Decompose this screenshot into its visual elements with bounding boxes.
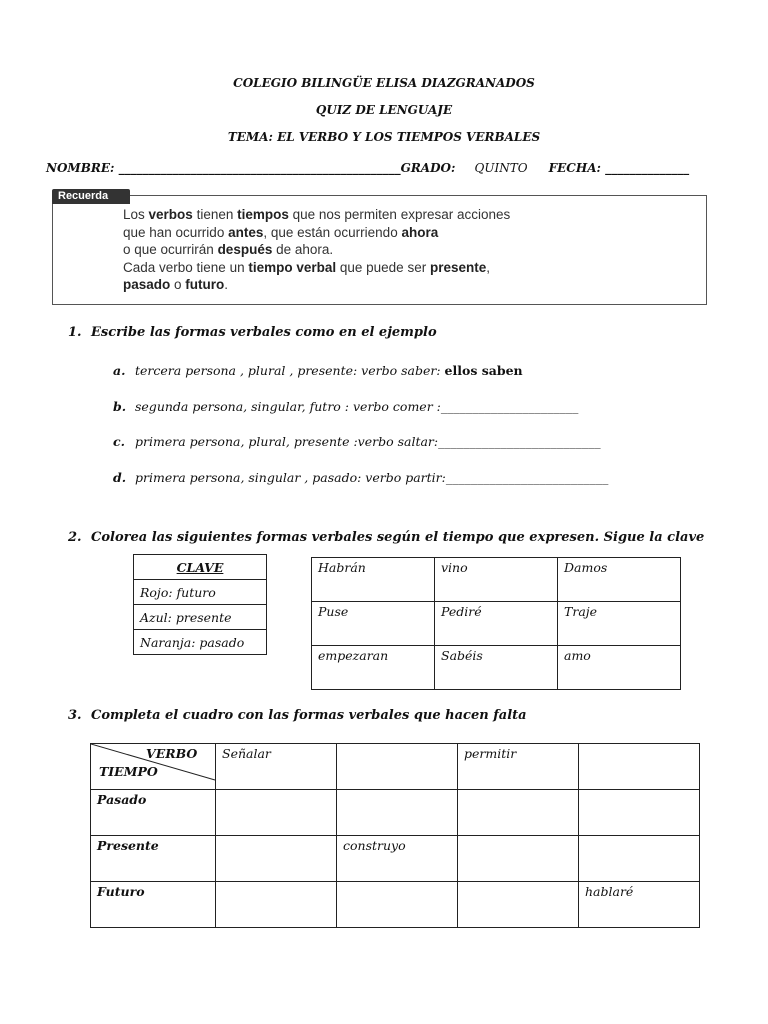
name-blank[interactable]: _______________________________________________ (118, 161, 401, 175)
verb-cell[interactable]: amo (558, 646, 681, 690)
verb-cell[interactable]: Traje (558, 602, 681, 646)
corner-header-cell (91, 744, 216, 790)
q1-item-c[interactable]: c. primera persona, plural, presente :verbo saltar:__________________________ (113, 434, 601, 449)
question-3-number: 3. (68, 708, 82, 723)
verb-color-grid (311, 557, 681, 690)
clave-row: Azul: presente (134, 605, 267, 630)
answer-cell[interactable]: construyo (337, 836, 458, 882)
verbo-label: VERBO (146, 746, 198, 761)
answer-cell[interactable] (579, 790, 700, 836)
tense-label: Futuro (91, 882, 216, 928)
verb-header-cell[interactable] (337, 744, 458, 790)
verb-cell[interactable]: Damos (558, 558, 681, 602)
q1-item-b[interactable]: b. segunda persona, singular, futro : verbo comer :______________________ (113, 399, 579, 414)
q1-item-d[interactable]: d. primera persona, singular , pasado: verbo partir:__________________________ (113, 470, 609, 485)
answer-cell[interactable] (458, 882, 579, 928)
question-3-title: 3. Completa el cuadro con las formas verbales que hacen falta (68, 708, 527, 723)
verb-header-cell[interactable] (579, 744, 700, 790)
recuerda-tag: Recuerda (52, 189, 130, 204)
recuerda-text: Los verbos tienen tiempos que nos permiten expresar acciones que han ocurrido antes, que están ocurriendo ahora o que ocurrirán después de ahora. Cada verbo tiene un tiempo verbal que puede ser presente, pasado o futuro. (123, 207, 511, 292)
name-label: NOMBRE: (46, 161, 119, 175)
date-label: FECHA: (548, 161, 606, 175)
verb-cell[interactable]: Pediré (435, 602, 558, 646)
answer-cell[interactable] (458, 836, 579, 882)
verb-cell[interactable]: empezaran (312, 646, 435, 690)
tense-label: Presente (91, 836, 216, 882)
grade-value: QUINTO (474, 161, 528, 175)
question-2-number: 2. (68, 530, 82, 545)
verb-cell[interactable]: vino (435, 558, 558, 602)
tiempo-label: TIEMPO (99, 764, 158, 779)
answer-cell[interactable] (216, 790, 337, 836)
verb-cell[interactable]: Puse (312, 602, 435, 646)
clave-row: Rojo: futuro (134, 580, 267, 605)
question-1-title: 1. Escribe las formas verbales como en el ejemplo (68, 325, 437, 340)
question-2-title: 2. Colorea las siguientes formas verbales según el tiempo que expresen. Sigue la clave (68, 530, 705, 545)
verb-cell[interactable]: Habrán (312, 558, 435, 602)
verb-tense-table (90, 743, 700, 928)
tense-label: Pasado (91, 790, 216, 836)
date-blank[interactable]: ______________ (605, 161, 690, 175)
clave-row: Naranja: pasado (134, 630, 267, 655)
answer-cell[interactable] (579, 836, 700, 882)
answer-cell[interactable] (216, 836, 337, 882)
answer-cell[interactable] (337, 882, 458, 928)
student-info-line (46, 157, 689, 176)
answer-cell[interactable] (458, 790, 579, 836)
clave-table (133, 554, 267, 655)
q1-item-a[interactable]: a. tercera persona , plural , presente: verbo saber: ellos saben (113, 363, 523, 378)
answer-cell[interactable] (216, 882, 337, 928)
topic-title: TEMA: EL VERBO Y LOS TIEMPOS VERBALES (227, 130, 541, 144)
school-name: COLEGIO BILINGÜE ELISA DIAZGRANADOS (233, 76, 535, 90)
quiz-title: QUIZ DE LENGUAJE (315, 103, 453, 117)
question-1-number: 1. (68, 325, 82, 340)
clave-header: CLAVE (134, 555, 267, 580)
verb-header-cell[interactable]: Señalar (216, 744, 337, 790)
answer-cell[interactable] (337, 790, 458, 836)
verb-header-cell[interactable]: permitir (458, 744, 579, 790)
verb-cell[interactable]: Sabéis (435, 646, 558, 690)
grade-label: GRADO: (400, 161, 456, 175)
answer-cell[interactable]: hablaré (579, 882, 700, 928)
